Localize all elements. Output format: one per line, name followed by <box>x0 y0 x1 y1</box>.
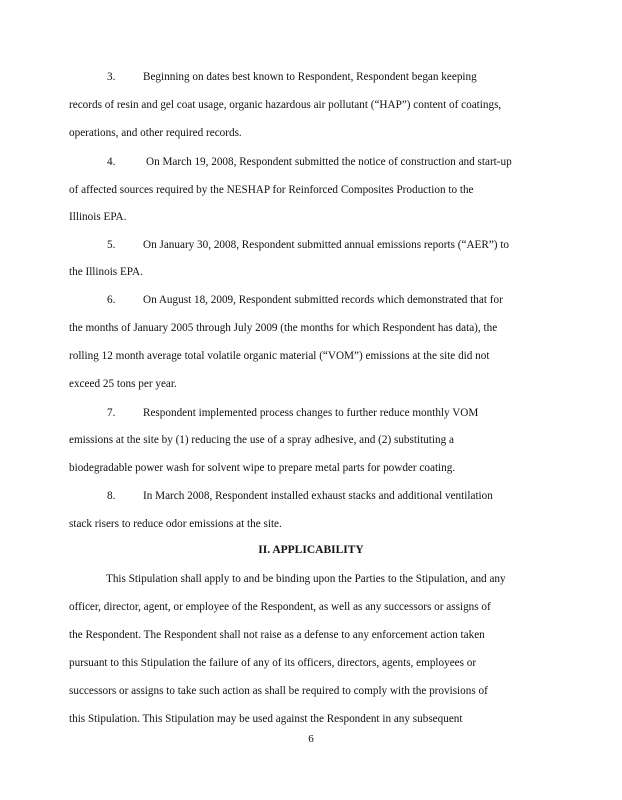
paragraph-line: Beginning on dates best known to Respondent, Respondent began keeping <box>143 71 477 83</box>
section-heading: II. APPLICABILITY <box>258 544 364 556</box>
paragraph-line: the months of January 2005 through July 2009 (the months for which Respondent has data), the <box>69 322 498 334</box>
paragraph-line: stack risers to reduce odor emissions at the site. <box>69 518 282 530</box>
paragraph-line: In March 2008, Respondent installed exhaust stacks and additional ventilation <box>143 490 493 502</box>
paragraph-line: Illinois EPA. <box>69 211 127 223</box>
paragraph-line: On January 30, 2008, Respondent submitted annual emissions reports (“AER”) to <box>143 239 510 251</box>
page-number: 6 <box>308 733 314 745</box>
paragraph-line: biodegradable power wash for solvent wipe to prepare metal parts for powder coating. <box>69 462 456 474</box>
paragraph-line: the Respondent. The Respondent shall not raise as a defense to any enforcement action taken <box>69 629 485 641</box>
paragraph-line: emissions at the site by (1) reducing the use of a spray adhesive, and (2) substituting a <box>69 434 454 446</box>
paragraph-line: of affected sources required by the NESHAP for Reinforced Composites Production to the <box>69 184 474 196</box>
paragraph-line: officer, director, agent, or employee of the Respondent, as well as any successors or assigns of <box>69 601 491 613</box>
paragraph-line: This Stipulation shall apply to and be binding upon the Parties to the Stipulation, and any <box>106 573 506 585</box>
paragraph-line: this Stipulation. This Stipulation may be used against the Respondent in any subsequent <box>69 713 463 725</box>
paragraph-line: pursuant to this Stipulation the failure of any of its officers, directors, agents, employees or <box>69 657 477 669</box>
paragraph-number: 3. <box>107 71 116 83</box>
paragraph-line: rolling 12 month average total volatile organic material (“VOM”) emissions at the site did not <box>69 350 490 362</box>
paragraph-line: records of resin and gel coat usage, organic hazardous air pollutant (“HAP”) content of coatings, <box>69 99 502 111</box>
paragraph-number: 4. <box>107 156 116 168</box>
paragraph-line: On August 18, 2009, Respondent submitted records which demonstrated that for <box>143 294 503 306</box>
paragraph-number: 7. <box>107 407 116 419</box>
paragraph-line: successors or assigns to take such action as shall be required to comply with the provisions of <box>69 685 488 697</box>
paragraph-number: 6. <box>107 294 116 306</box>
paragraph-line: On March 19, 2008, Respondent submitted the notice of construction and start-up <box>146 156 512 168</box>
paragraph-number: 8. <box>107 490 116 502</box>
paragraph-line: Respondent implemented process changes to further reduce monthly VOM <box>143 407 479 419</box>
paragraph-line: the Illinois EPA. <box>69 266 143 278</box>
paragraph-line: operations, and other required records. <box>69 127 242 139</box>
paragraph-line: exceed 25 tons per year. <box>69 378 177 390</box>
paragraph-number: 5. <box>107 239 116 251</box>
